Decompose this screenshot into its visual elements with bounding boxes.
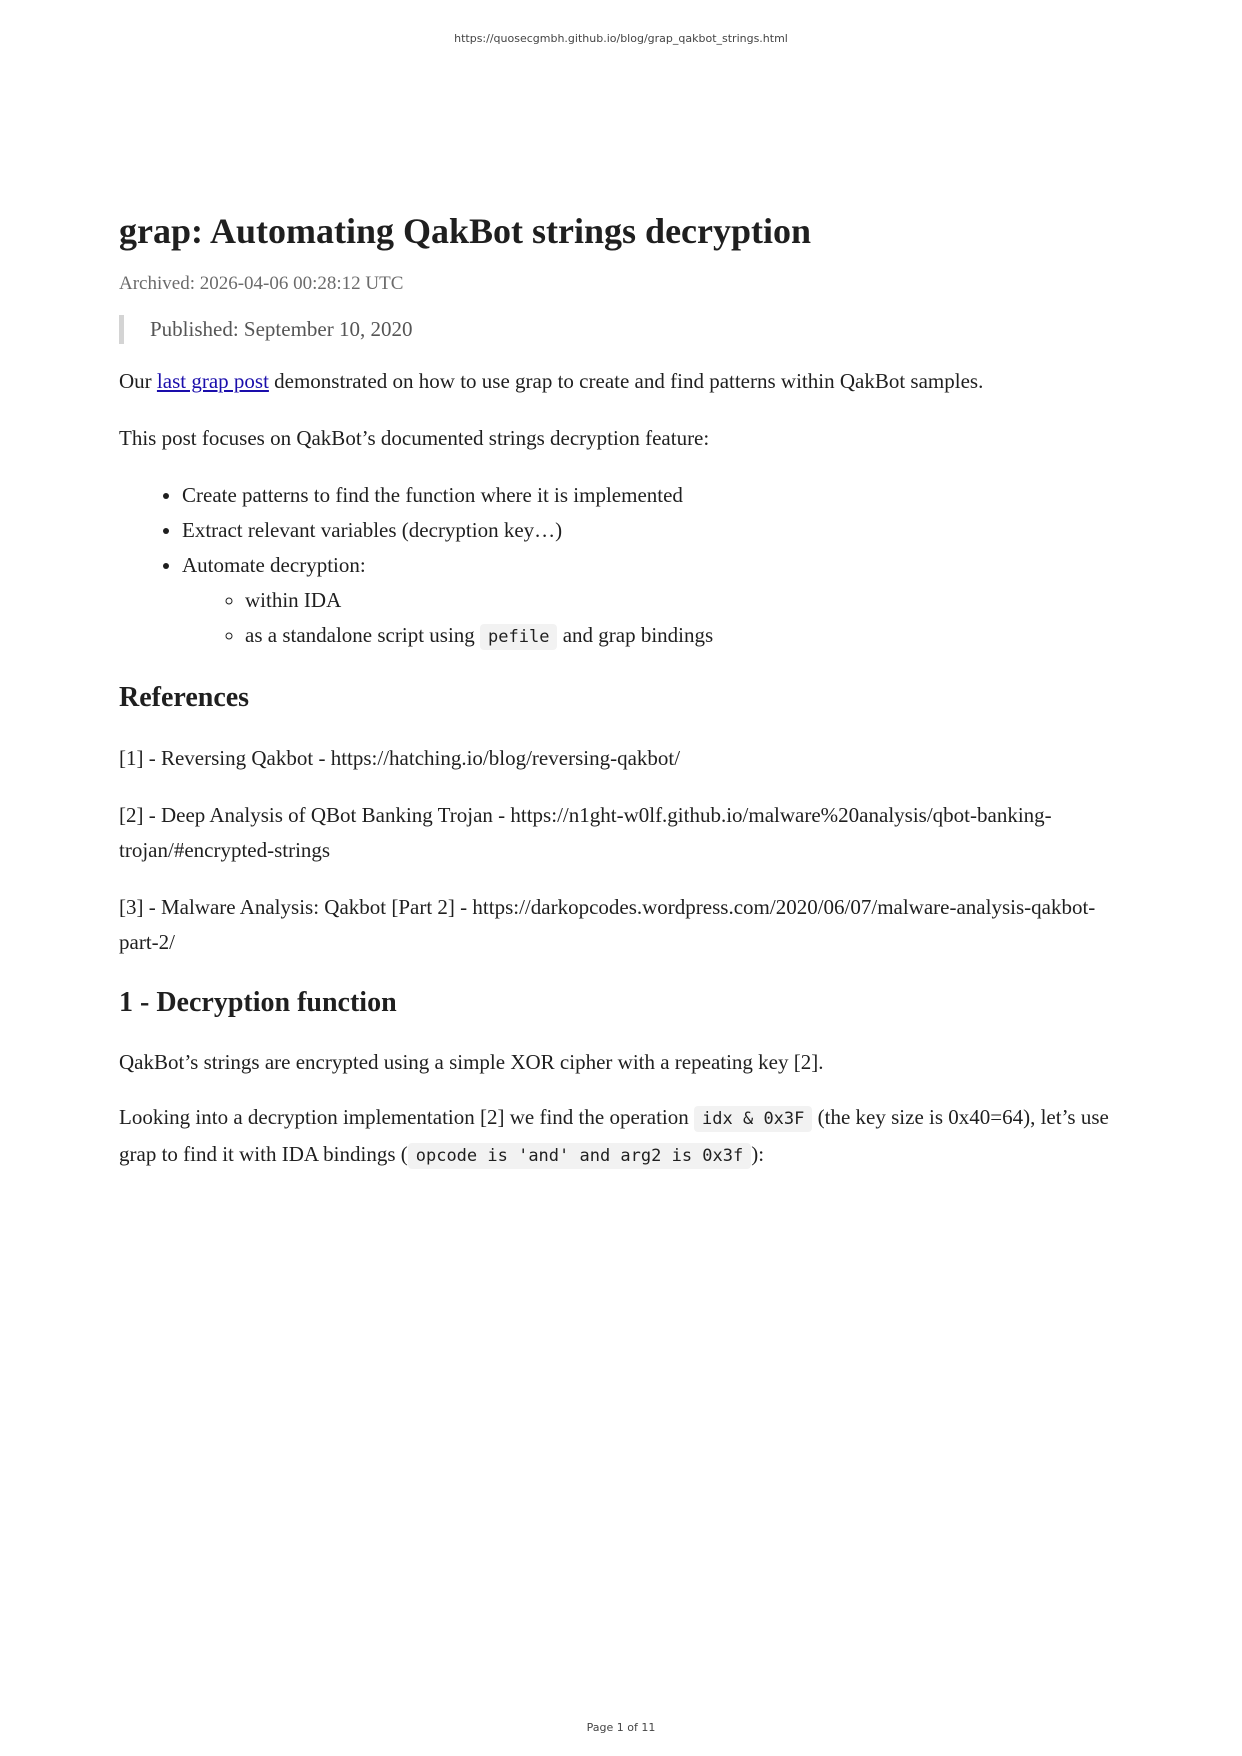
idx-and-code: idx & 0x3F	[694, 1106, 812, 1132]
list-item: • Extract relevant variables (decryption key…)	[182, 513, 1119, 548]
para-text: ):	[751, 1142, 765, 1167]
reference-item: [3] - Malware Analysis: Qakbot [Part 2] - https://darkopcodes.wordpress.com/2020/06/07/malware-analysis-qakbot-part-2/	[119, 894, 1096, 954]
pefile-code: pefile	[480, 624, 557, 650]
last-grap-post-link[interactable]: last grap post	[156, 369, 269, 394]
sub-list-item	[245, 618, 1119, 655]
archived-timestamp: Archived: 2026-04-06 00:28:12 UTC	[119, 273, 404, 295]
sub-item-text-after: and grap bindings	[557, 623, 714, 648]
reference-item: [2] - Deep Analysis of QBot Banking Trojan - https://n1ght-w0lf.github.io/malware%20analysis/qbot-banking-trojan/#encrypted-strings	[119, 802, 1052, 862]
grap-query-code: opcode is 'and' and arg2 is 0x3f	[408, 1143, 752, 1169]
decryption-paragraph-1: QakBot’s strings are encrypted using a simple XOR cipher with a repeating key [2].	[119, 1050, 824, 1075]
article	[119, 210, 1119, 1174]
reference-item: [1] - Reversing Qakbot - https://hatching.io/blog/reversing-qakbot/	[119, 745, 681, 770]
decryption-function-heading: 1 - Decryption function	[119, 986, 397, 1018]
focus-paragraph: This post focuses on QakBot’s documented strings decryption feature:	[119, 426, 710, 451]
feature-list	[119, 478, 1119, 655]
list-item: • Create patterns to find the function where it is implemented	[182, 478, 1119, 513]
published-date-quote: Published: September 10, 2020	[119, 315, 1119, 344]
article-title: grap: Automating QakBot strings decryption	[119, 211, 812, 251]
para-text: Looking into a decryption implementation [2] we find the operation	[119, 1105, 695, 1130]
sub-item-text-before: as a standalone script using	[245, 623, 481, 648]
intro-paragraph	[119, 364, 1119, 399]
intro-text-before: Our	[119, 369, 157, 394]
page-number-footer: Page 1 of 11	[586, 1721, 656, 1734]
references-heading: References	[119, 682, 250, 714]
page-url-header: https://quosecgmbh.github.io/blog/grap_qakbot_strings.html	[454, 32, 788, 45]
intro-text-after: demonstrated on how to use grap to create and find patterns within QakBot samples.	[268, 369, 984, 394]
para-text: (the key size is 0x40=64), let’s use grap to find it with IDA bindings (	[119, 1105, 1109, 1167]
list-item-text: Automate decryption:	[182, 553, 366, 578]
sub-list-item: ◦ within IDA	[245, 583, 1119, 618]
list-item	[182, 548, 1119, 655]
decryption-paragraph-2	[119, 1100, 1119, 1174]
sub-list	[182, 583, 1119, 655]
